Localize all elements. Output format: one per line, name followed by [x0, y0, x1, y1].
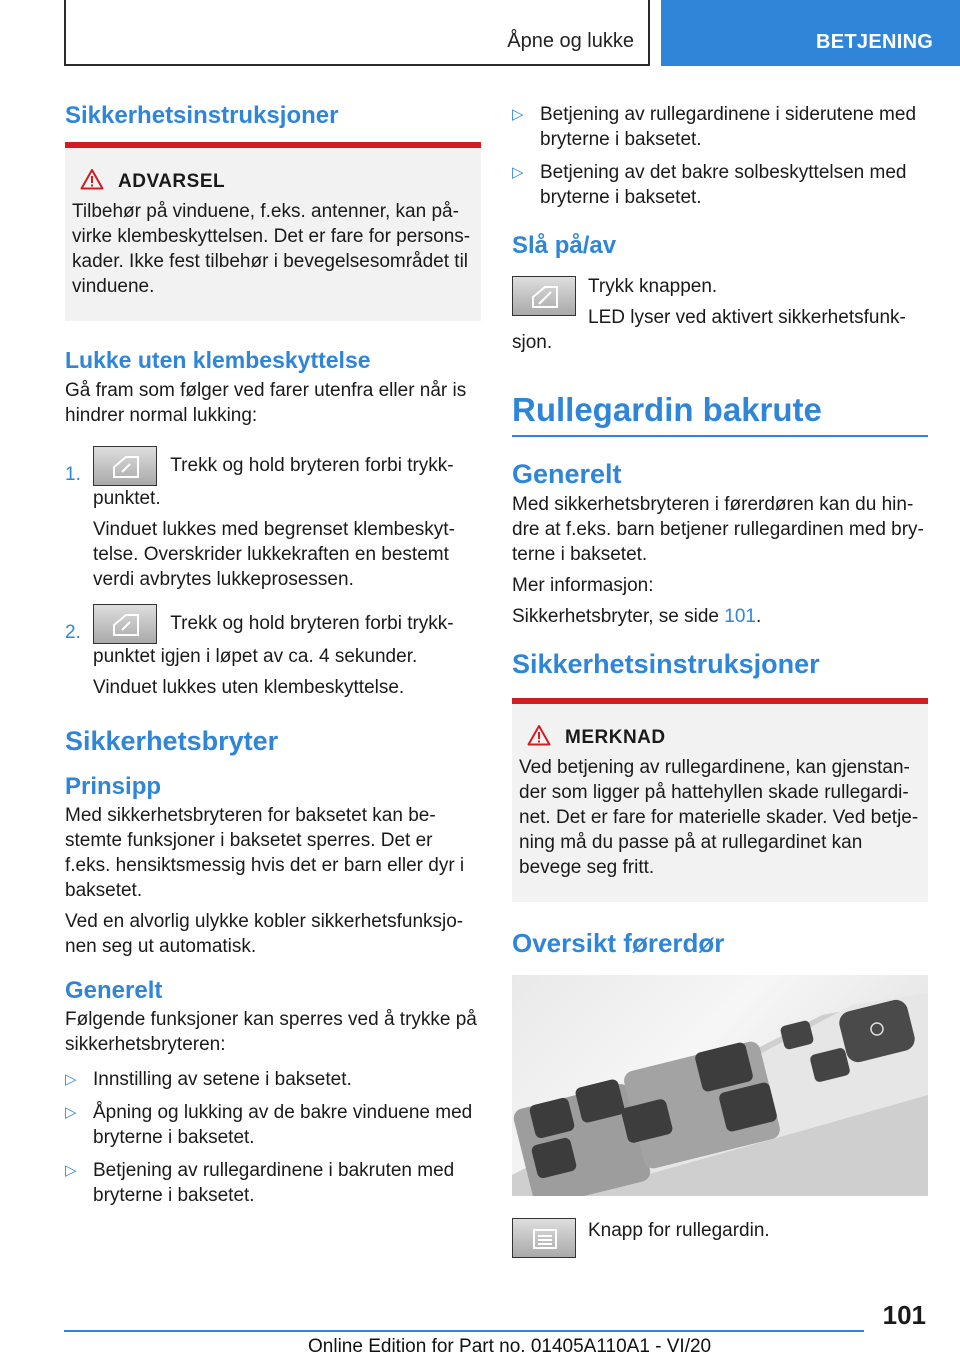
right-column: [512, 102, 928, 1258]
on-off-block: [512, 274, 928, 355]
header-chapter-title: BETJENING: [816, 31, 934, 53]
close-intro-text: Gå fram som følger ved farer utenfra eller når is hindrer normal lukking:: [65, 380, 467, 426]
list-item: ▷ Åpning og lukking av de bakre vinduene med bryterne i baksetet.: [65, 1102, 473, 1148]
step-2-result: Vinduet lukkes uten klembeskyttelse.: [93, 677, 405, 698]
triangle-bullet-icon: ▷: [65, 1104, 77, 1121]
principle-paragraph-2: Ved en alvorlig ulykke kobler sikkerhetsfunksjo-nen seg ut automatisk.: [65, 911, 464, 957]
step-2-action: Trekk og hold bryteren forbi trykk-punktet igjen i løpet av ca. 4 sekunder.: [93, 613, 454, 667]
heading-driver-door-overview: Oversikt førerdør: [512, 928, 725, 958]
heading-safety-instructions: Sikkerhetsinstruksjoner: [512, 649, 820, 679]
lockable-functions-list: [65, 1067, 481, 1208]
on-off-led-note: LED lyser ved aktivert sikkerhetsfunk-sjon.: [512, 307, 906, 353]
warning-box: [65, 142, 481, 321]
heading-close-without-pinch-protection: Lukke uten klembeskyttelse: [65, 347, 371, 373]
header-section-box: [64, 0, 650, 66]
step-1-action: Trekk og hold bryteren forbi trykk-punktet.: [93, 455, 454, 509]
list-item: ▷ Betjening av rullegardinene i siderutene med bryterne i baksetet.: [512, 104, 917, 150]
triangle-bullet-icon: ▷: [65, 1071, 77, 1088]
warning-text: Tilbehør på vinduene, f.eks. antenner, kan på-virke klembeskyttelsen. Det er fare for persons-kader. Ikke fest tilbehør i bevegelsesområdet til vinduene.: [72, 201, 471, 297]
heading-rear-window-blind: Rullegardin bakrute: [512, 391, 928, 437]
blind-button-caption: Knapp for rullegardin.: [588, 1220, 770, 1241]
blind-button-caption-row: [512, 1218, 928, 1243]
step-1-number: 1.: [65, 464, 81, 485]
cross-reference: Sikkerhetsbryter, se side 101.: [512, 606, 762, 627]
header-chapter-tab: [661, 0, 960, 66]
note-box: [512, 698, 928, 902]
step-2-number: 2.: [65, 622, 81, 643]
heading-safety-instructions: Sikkerhetsinstruksjoner: [65, 102, 339, 129]
safety-switch-icon: [512, 276, 576, 316]
list-item: ▷ Betjening av rullegardinene i bakruten med bryterne i baksetet.: [65, 1160, 455, 1206]
list-item: ▷ Betjening av det bakre solbeskyttelsen med bryterne i baksetet.: [512, 162, 907, 208]
footer-edition-text: Online Edition for Part no. 01405A110A1 - VI/20: [308, 1336, 712, 1357]
heading-on-off: Slå på/av: [512, 232, 617, 259]
left-column: [65, 102, 481, 1216]
header-section-title: Åpne og lukke: [507, 30, 634, 52]
page-number: 101: [882, 1300, 926, 1330]
triangle-bullet-icon: ▷: [512, 106, 524, 123]
heading-principle: Prinsipp: [65, 773, 162, 800]
list-item: ▷ Innstilling av setene i baksetet.: [65, 1069, 352, 1090]
step-2: [65, 604, 481, 700]
heading-safety-switch: Sikkerhetsbryter: [65, 726, 279, 756]
warning-title: ADVARSEL: [118, 170, 226, 192]
note-text: Ved betjening av rullegardinene, kan gjenstan-der som ligger på hattehyllen skade rullegardi-net. Det er fare for materielle skader. Ved betje-ning må du passe på at rullegardinet kan bevege seg fritt.: [519, 757, 919, 878]
window-switch-icon: [93, 446, 157, 486]
on-off-step: Trykk knappen.: [588, 276, 718, 297]
more-info-label: Mer informasjon:: [512, 575, 654, 596]
step-1: [65, 446, 481, 592]
principle-paragraph-1: Med sikkerhetsbryteren for baksetet kan be-stemte funksjoner i baksetet sperres. Det er f.eks. hensiktsmessig hvis det er barn eller dyr i baksetet.: [65, 805, 465, 901]
heading-general: Generelt: [512, 459, 622, 489]
step-1-result: Vinduet lukkes med begrenset klembeskyt-telse. Overskrider lukkekraften en bestemt verdi avbrytes lukkeprosessen.: [93, 519, 455, 590]
triangle-bullet-icon: ▷: [65, 1162, 77, 1179]
general-paragraph: Med sikkerhetsbryteren i førerdøren kan du hin-dre at f.eks. barn betjener rullegardinen med bry-terne i baksetet.: [512, 494, 924, 565]
warning-triangle-icon: [527, 724, 551, 751]
warning-triangle-icon: [80, 168, 104, 195]
note-title: MERKNAD: [565, 726, 666, 748]
driver-door-switch-panel-image: [512, 975, 928, 1196]
page-link[interactable]: 101: [724, 606, 756, 627]
footer-divider: [64, 1330, 864, 1332]
rear-blind-button-icon: [512, 1218, 576, 1258]
heading-general: Generelt: [65, 977, 163, 1004]
general-intro-text: Følgende funksjoner kan sperres ved å trykke på sikkerhetsbryteren:: [65, 1009, 477, 1055]
window-switch-icon: [93, 604, 157, 644]
lockable-functions-list-continued: [512, 102, 928, 210]
triangle-bullet-icon: ▷: [512, 164, 524, 181]
